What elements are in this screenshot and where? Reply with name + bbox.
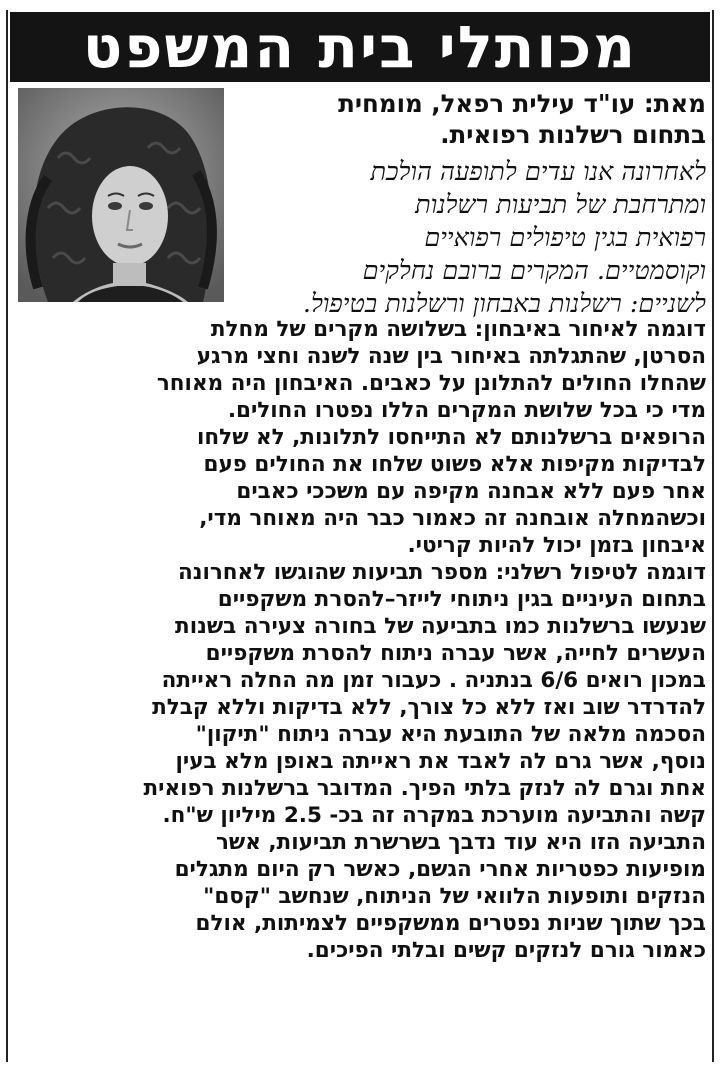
lede-line: וקוסמטיים. המקרים ברובם נחלקים: [362, 256, 706, 286]
body-line: קשה והתביעה מוערכת במקרה זה בכ- 2.5 מיליון ש"ח.: [162, 803, 706, 828]
body-line: מדי כי בכל שלושת המקרים הללו נפטרו החולים.: [227, 398, 706, 423]
body-line: בכך שתוך שניות נפטרים ממשקפיים לצמיתות, אולם: [195, 911, 706, 936]
body-line: דוגמה לאיחור באיבחון: בשלושה מקרים של מחלת: [210, 317, 706, 342]
lede-line: לאחרונה אנו עדים לתופעה הולכת: [370, 157, 706, 187]
body-line: במכון רואים 6/6 בנתניה . כעבור זמן מה החלה ראייתה: [161, 668, 706, 693]
body-line: אחר פעם ללא אבחנה מקיפה עם משככי כאבים: [236, 479, 706, 504]
headline-banner: [10, 12, 710, 82]
author-byline: מאת: עו"ד עילית רפאל, מומחית: [338, 89, 706, 118]
body-line: להדרדר שוב ואז ללא כל צורך, ללא בדיקות וללא קבלת: [152, 695, 706, 720]
intro-block: [230, 88, 706, 321]
body-line: הנזקים ותופעות הלוואי של הניתוח, שנחשב "קסם": [203, 884, 706, 909]
body-line: התביעה הזו היא עוד נדבך בשרשרת תביעות, אשר: [215, 830, 706, 855]
body-line: אחת וגרם לה לנזק בלתי הפיך. המדובר ברשלנות רפואית: [143, 776, 706, 801]
lede: [230, 156, 706, 321]
author-specialty: בתחום רשלנות רפואית.: [440, 120, 706, 149]
headline: מכותלי בית המשפט: [82, 13, 638, 81]
body-line: שנעשו ברשלנות כמו בתביעה של בחורה צעירה בשנות: [175, 614, 706, 639]
body-line: כאמור גורם לנזקים קשים ובלתי הפיכים.: [306, 938, 706, 963]
lede-line: רפואית בגין טיפולים רפואיים: [424, 223, 706, 253]
author-photo: [18, 88, 224, 302]
body-line: שהחלו החולים להתלונן על כאבים. האיבחון היה מאוחר: [156, 371, 706, 396]
body-line: מופיעות כפטריות אחרי הגשם, כאשר רק היום מתגלים: [174, 857, 706, 882]
body-line: הסכמה מלאה של התובעת היא עברה ניתוח "תיקון": [195, 722, 706, 747]
body-line: בתחום העיניים בגין ניתוחי לייזר–להסרת משקפיים: [217, 587, 706, 612]
article-body: [14, 316, 706, 964]
body-line: העשרים לחייה, אשר עברה ניתוח להסרת משקפיים: [205, 641, 706, 666]
author-portrait-icon: [18, 88, 224, 302]
body-line: הסרטן, שהתגלתה באיחור בין שנה לשנה וחצי מרגע: [196, 344, 706, 369]
body-line: לבדיקות מקיפות אלא פשוט שלחו את החולים פעם: [203, 452, 706, 477]
body-line: הרופאים ברשלנותם לא התייחסו לתלונות, לא שלחו: [197, 425, 706, 450]
lede-line: ומתרחבת של תביעות רשלנות: [415, 190, 706, 220]
body-line: איבחון בזמן יכול להיות קריטי.: [407, 533, 706, 558]
lede-line: לשניים: רשלנות באבחון ורשלנות בטיפול.: [302, 289, 706, 319]
body-line: נוסף, אשר גרם לה לאבד את ראייתה באופן מלא בעין: [175, 749, 706, 774]
body-line: דוגמה לטיפול רשלני: מספר תביעות שהוגשו לאחרונה: [177, 560, 706, 585]
body-line: וכשהמחלה אובחנה זה כאמור כבר היה מאוחר מדי,: [199, 506, 706, 531]
